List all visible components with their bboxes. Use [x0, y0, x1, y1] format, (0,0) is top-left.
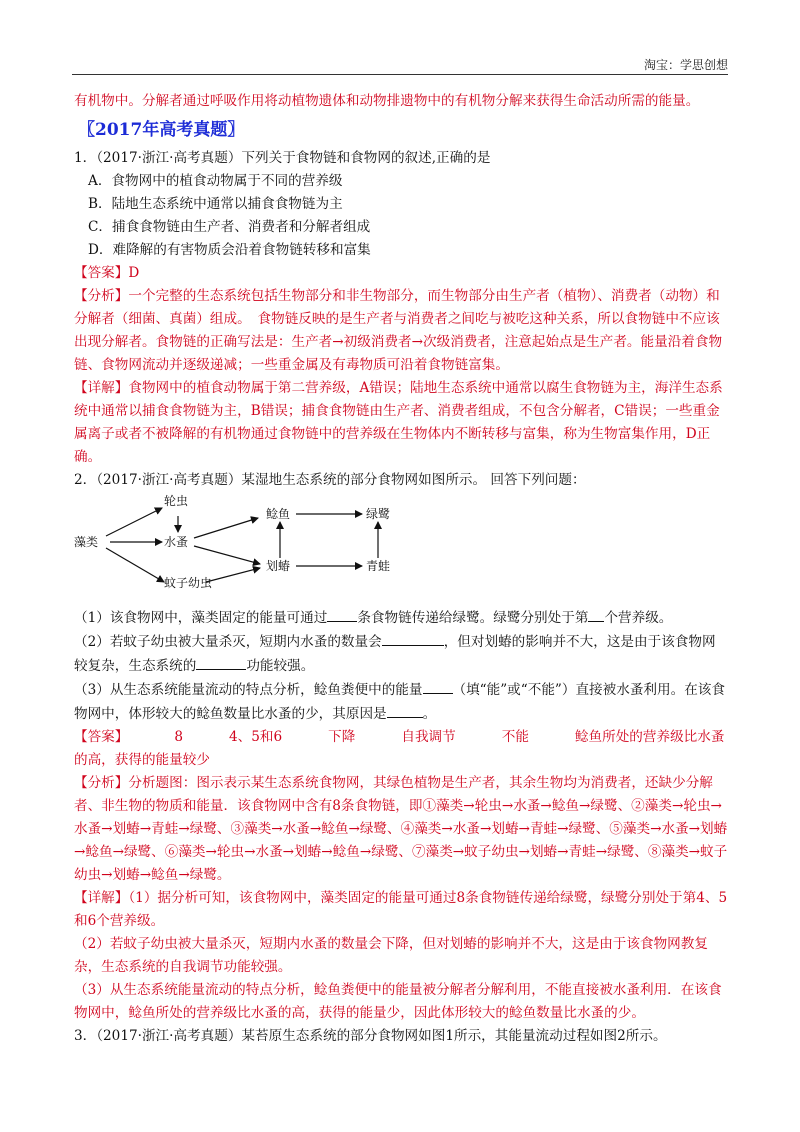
sub2-text-2: ，但对划蝽的影响并不大，这是由于该食物网较复杂，生态系统的	[74, 634, 716, 674]
question-3	[74, 1025, 728, 1048]
page-header: 淘宝：学思创想	[643, 58, 728, 72]
detail-text: 食物网中的植食动物属于第二营养级，A错误；陆地生态系统中通常以腐生食物链为主，海洋生态系统中通常以捕食食物链为主，B错误；捕食食物链由生产者、消费者组成，不包含分解者，C错误；一些重金属离子或者不被降解的有机物通过食物链中的营养级在生物体内不断转移与富集，称为生物富集作用，D正确。	[74, 380, 723, 465]
intro-paragraph: 有机物中。分解者通过呼吸作用将动植物遗体和动物排遗物中的有机物分解来获得生命活动所需的能量。	[74, 93, 700, 109]
node-mosquito-larva: 蚊子幼虫	[164, 576, 213, 590]
sub1-text-3: 个营养级。	[604, 610, 673, 626]
header-divider	[72, 74, 728, 75]
answer-6: 鲶鱼所处的营养级比水蚤的高，获得的能量较少	[74, 729, 725, 768]
question-stem: 3．（2017·浙江·高考真题）某苔原生态系统的部分食物网如图1所示，其能量流动过程如图2所示。	[74, 1028, 667, 1044]
answer-line	[74, 262, 728, 285]
option-c: C．捕食食物链由生产者、消费者和分解者组成	[88, 219, 371, 235]
arrow-daphnia-backswimmer	[194, 546, 260, 564]
detail-label: 【详解】	[74, 380, 129, 396]
node-catfish: 鲶鱼	[266, 507, 291, 521]
food-web-diagram	[74, 494, 728, 604]
detail-paragraph	[74, 377, 728, 469]
sub3-text-3: 。	[422, 706, 437, 722]
detail-text-1: （1）据分析可知，该食物网中，藻类固定的能量可通过8条食物链传递给绿鹭，绿鹭分别处于第4、5和6个营养级。	[74, 890, 728, 929]
answer-label: 【答案】	[74, 265, 129, 281]
question-1	[74, 147, 728, 469]
answer-value: D	[128, 265, 140, 281]
answer-5: 不能	[501, 729, 529, 745]
answer-label: 【答案】	[74, 729, 129, 745]
option-a: A．食物网中的植食动物属于不同的营养级	[88, 173, 343, 189]
node-rotifer: 轮虫	[164, 494, 189, 508]
sub1-text-2: 条食物链传递给绿鹭。绿鹭分别处于第	[357, 610, 589, 626]
node-heron: 绿鹭	[366, 507, 391, 521]
sub3-text-2: （填“能”或“不能”）直接被水蚤利用。在该食物网中，体形较大的鲶鱼数量比水蚤的少，其原因是	[74, 682, 725, 722]
detail-paragraph-2: （2）若蚊子幼虫被大量杀灭，短期内水蚤的数量会下降，但对划蝽的影响并不大，这是由于该食物网教复杂，生态系统的自我调节功能较强。	[74, 936, 708, 975]
question-2	[74, 469, 728, 1025]
sub-question-3	[74, 678, 728, 726]
node-backswimmer: 划蝽	[266, 559, 291, 573]
option-d: D．难降解的有害物质会沿着食物链转移和富集	[88, 242, 371, 258]
sub3-text: （3）从生态系统能量流动的特点分析，鲶鱼粪便中的能量	[74, 682, 423, 698]
arrow-algae-rotifer	[106, 508, 162, 536]
option-b: B．陆地生态系统中通常以捕食食物链为主	[88, 196, 343, 212]
detail-paragraph-3: （3）从生态系统能量流动的特点分析，鲶鱼粪便中的能量被分解者分解利用，不能直接被水蚤利用．在该食物网中，鲶鱼所处的营养级比水蚤的高，获得的能量少，因此体形较大的鲶鱼数量比水蚤的少。	[74, 982, 722, 1021]
sub-question-2	[74, 630, 728, 678]
node-frog: 青蛙	[366, 559, 391, 573]
arrow-daphnia-catfish	[194, 518, 258, 538]
sub2-text-3: 功能较强。	[246, 658, 315, 674]
sub2-text: （2）若蚊子幼虫被大量杀灭，短期内水蚤的数量会	[74, 634, 382, 650]
answer-2: 4、5和6	[229, 729, 283, 745]
node-algae: 藻类	[74, 535, 99, 549]
blank-3	[382, 630, 444, 646]
blank-5	[423, 678, 453, 694]
blank-1	[327, 606, 357, 622]
blank-4	[196, 654, 246, 670]
arrow-algae-mosquito	[106, 548, 164, 582]
answer-3: 下降	[328, 729, 356, 745]
answer-line	[74, 726, 728, 772]
blank-2	[588, 606, 604, 622]
sub1-text: （1）该食物网中，藻类固定的能量可通过	[74, 610, 328, 626]
analysis-label: 【分析】	[74, 288, 129, 304]
analysis-text: 一个完整的生态系统包括生物部分和非生物部分，而生物部分由生产者（植物）、消费者（动物）和分解者（细菌、真菌）组成。 食物链反映的是生产者与消费者之间吃与被吃这种关系，所以食物链中不应该出现分解者。食物链的正确写法是：生产者→初级消费者→次级消费者，注意起始点是生产者。能量沿着食物链、食物网流动并逐级递减；一些重金属及有毒物质可沿着食物链富集。	[74, 288, 723, 373]
node-daphnia: 水蚤	[164, 535, 189, 549]
analysis-label: 【分析】	[74, 775, 129, 791]
answer-4: 自我调节	[401, 729, 456, 745]
question-stem: 2．（2017·浙江·高考真题）某湿地生态系统的部分食物网如图所示。 回答下列问题：	[74, 472, 586, 488]
blank-6	[387, 702, 423, 718]
document-body	[74, 90, 728, 1048]
analysis-paragraph	[74, 772, 728, 887]
answer-1: 8	[174, 729, 184, 745]
detail-label: 【详解】	[74, 890, 129, 906]
section-title: 〖2017年高考真题〗	[78, 120, 245, 140]
question-stem: 1．（2017·浙江·高考真题）下列关于食物链和食物网的叙述,正确的是	[74, 150, 491, 166]
analysis-paragraph	[74, 285, 728, 377]
detail-paragraph	[74, 887, 728, 933]
arrow-mosquito-backswimmer	[206, 568, 260, 582]
analysis-text: 分析题图：图示表示某生态系统食物网，其绿色植物是生产者，其余生物均为消费者，还缺少分解者、非生物的物质和能量．该食物网中含有8条食物链，即①藻类→轮虫→水蚤→鲶鱼→绿鹭、②藻类→轮虫→水蚤→划蝽→青蛙→绿鹭、③藻类→水蚤→鲶鱼→绿鹭、④藻类→水蚤→划蝽→青蛙→绿鹭、⑤藻类→水蚤→划蝽→鲶鱼→绿鹭、⑥藻类→轮虫→水蚤→划蝽→鲶鱼→绿鹭、⑦藻类→蚊子幼虫→划蝽→青蛙→绿鹭、⑧藻类→蚊子幼虫→划蝽→鲶鱼→绿鹭。	[74, 775, 728, 883]
sub-question-1	[74, 606, 728, 630]
